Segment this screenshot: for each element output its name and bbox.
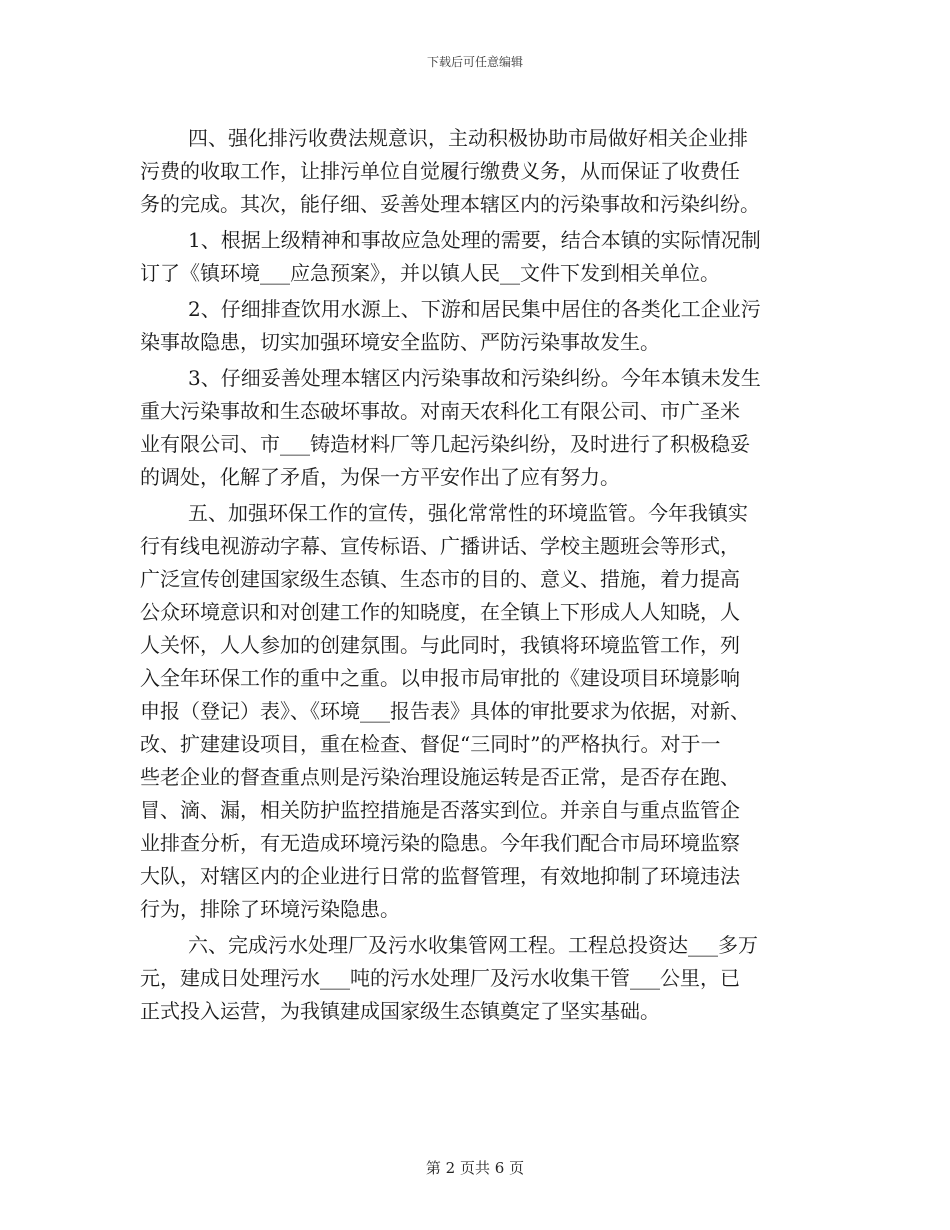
page-number: 第 2 页共 6 页: [425, 1159, 525, 1177]
text-line: 人关怀，人人参加的创建氛围。与此同时，我镇将环境监管工作，列: [140, 633, 740, 657]
text-line: 1、根据上级精神和事故应急处理的需要，结合本镇的实际情况制: [188, 228, 761, 252]
text-line: 2、仔细排查饮用水源上、下游和居民集中居住的各类化工企业污: [188, 297, 761, 321]
text-line: 行有线电视游动字幕、宣传标语、广播讲话、学校主题班会等形式，: [140, 534, 740, 558]
text-line: 元，建成日处理污水___吨的污水处理厂及污水收集干管___公里，已: [140, 966, 740, 990]
page-header: 下载后可任意编辑: [426, 55, 523, 69]
text-line: 染事故隐患，切实加强环境安全监防、严防污染事故发生。: [140, 330, 660, 354]
text-line: 五、加强环保工作的宣传，强化常常性的环境监管。今年我镇实: [188, 501, 748, 525]
text-line: 申报（登记）表》、《环境___报告表》具体的审批要求为依据，对新、: [140, 699, 750, 723]
text-line: 些老企业的督查重点则是污染治理设施运转是否正常，是否存在跑、: [140, 765, 740, 789]
text-line: 3、仔细妥善处理本辖区内污染事故和污染纠纷。今年本镇未发生: [188, 366, 761, 390]
text-line: 的调处，化解了矛盾，为保一方平安作出了应有努力。: [140, 465, 620, 489]
text-line: 正式投入运营，为我镇建成国家级生态镇奠定了坚实基础。: [140, 999, 660, 1023]
text-line: 业有限公司、市___铸造材料厂等几起污染纠纷，及时进行了积极稳妥: [140, 432, 750, 456]
text-line: 四、强化排污收费法规意识，主动积极协助市局做好相关企业排: [188, 126, 748, 150]
text-line: 改、扩建建设项目，重在检查、督促“三同时”的严格执行。对于一: [140, 732, 721, 756]
text-line: 行为，排除了环境污染隐患。: [140, 897, 400, 921]
text-line: 广泛宣传创建国家级生态镇、生态市的目的、意义、措施，着力提高: [140, 567, 740, 591]
text-line: 大队，对辖区内的企业进行日常的监督管理，有效地抑制了环境违法: [140, 864, 740, 888]
text-line: 订了《镇环境___应急预案》，并以镇人民__文件下发到相关单位。: [140, 261, 720, 285]
text-line: 业排查分析，有无造成环境污染的隐患。今年我们配合市局环境监察: [140, 831, 740, 855]
text-line: 六、完成污水处理厂及污水收集管网工程。工程总投资达___多万: [188, 933, 758, 957]
text-line: 务的完成。其次，能仔细、妥善处理本辖区内的污染事故和污染纠纷。: [140, 192, 760, 216]
text-line: 冒、滴、漏，相关防护监控措施是否落实到位。并亲自与重点监管企: [140, 798, 740, 822]
text-line: 重大污染事故和生态破坏事故。对南天农科化工有限公司、市广圣米: [140, 399, 740, 423]
text-line: 入全年环保工作的重中之重。以申报市局审批的《建设项目环境影响: [140, 666, 740, 690]
text-line: 公众环境意识和对创建工作的知晓度，在全镇上下形成人人知晓，人: [140, 600, 740, 624]
text-line: 污费的收取工作，让排污单位自觉履行缴费义务，从而保证了收费任: [140, 159, 740, 183]
